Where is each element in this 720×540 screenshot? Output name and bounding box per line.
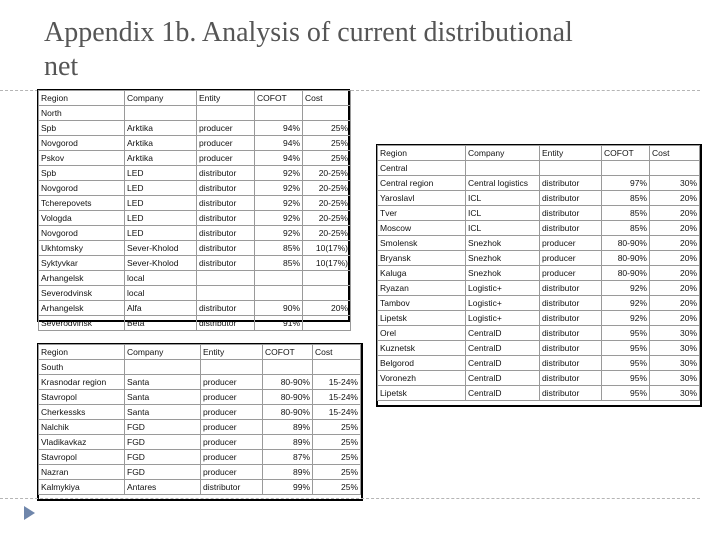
table-cell: Stavropol — [39, 450, 125, 465]
empty-cell — [650, 161, 700, 176]
table-row — [39, 181, 351, 196]
table-cell: distributor — [540, 296, 602, 311]
table-cell: 99% — [263, 480, 313, 495]
table-cell: Pskov — [39, 151, 125, 166]
table-cell: 20% — [650, 296, 700, 311]
table-cell: producer — [540, 266, 602, 281]
empty-cell — [125, 106, 197, 121]
table-row — [39, 211, 351, 226]
column-header: Company — [125, 91, 197, 106]
table-cell: Ukhtomsky — [39, 241, 125, 256]
table-cell: Alfa — [125, 301, 197, 316]
column-header: Entity — [201, 345, 263, 360]
north-region-table — [38, 90, 351, 331]
table-cell: 92% — [255, 211, 303, 226]
table-cell: 25% — [313, 450, 361, 465]
table-cell: 20-25% — [303, 166, 351, 181]
table-cell: 92% — [602, 311, 650, 326]
table-cell: 20% — [650, 191, 700, 206]
central-region-table — [377, 145, 700, 401]
section-label: Central — [378, 161, 466, 176]
empty-cell — [303, 106, 351, 121]
table-cell: LED — [125, 181, 197, 196]
table-cell: Krasnodar region — [39, 375, 125, 390]
table-cell: Snezhok — [466, 251, 540, 266]
table-cell: 92% — [255, 166, 303, 181]
table-cell: local — [125, 286, 197, 301]
table-cell: 92% — [255, 181, 303, 196]
table-cell: 25% — [313, 465, 361, 480]
empty-cell — [197, 106, 255, 121]
table-cell: distributor — [540, 191, 602, 206]
column-header: COFOT — [255, 91, 303, 106]
table-row — [378, 311, 700, 326]
table-cell: 95% — [602, 326, 650, 341]
table-row — [39, 241, 351, 256]
table-cell: ICL — [466, 221, 540, 236]
table-cell: ICL — [466, 191, 540, 206]
table-cell: 80-90% — [602, 251, 650, 266]
table-cell: 15-24% — [313, 375, 361, 390]
table-cell: 95% — [602, 341, 650, 356]
table-row — [39, 390, 361, 405]
table-cell: 25% — [303, 121, 351, 136]
column-header: Cost — [313, 345, 361, 360]
table-cell: producer — [201, 405, 263, 420]
table-row — [39, 450, 361, 465]
table-cell: distributor — [540, 371, 602, 386]
table-cell: Beta — [125, 316, 197, 331]
table-row — [39, 420, 361, 435]
table-cell: 85% — [602, 191, 650, 206]
table-cell: Arktika — [125, 121, 197, 136]
table-row — [378, 371, 700, 386]
table-cell: Logistic+ — [466, 281, 540, 296]
table-cell: Snezhok — [466, 236, 540, 251]
section-row — [39, 106, 351, 121]
table-cell: distributor — [540, 326, 602, 341]
table-cell — [255, 286, 303, 301]
table-cell: 92% — [602, 281, 650, 296]
table-cell: distributor — [197, 166, 255, 181]
table-cell: 85% — [255, 241, 303, 256]
table-cell: Lipetsk — [378, 311, 466, 326]
table-cell: distributor — [540, 206, 602, 221]
table-cell: 85% — [255, 256, 303, 271]
section-row — [378, 161, 700, 176]
table-cell: FGD — [125, 450, 201, 465]
column-header: Company — [466, 146, 540, 161]
table-cell: producer — [197, 121, 255, 136]
empty-cell — [201, 360, 263, 375]
table-cell: distributor — [197, 301, 255, 316]
table-cell: Novgorod — [39, 181, 125, 196]
table-cell: 10(17%) — [303, 256, 351, 271]
table-cell: 92% — [255, 226, 303, 241]
table-cell: Tver — [378, 206, 466, 221]
next-slide-arrow-icon[interactable] — [24, 506, 35, 520]
south-region-table — [38, 344, 361, 495]
table-row — [39, 465, 361, 480]
table-cell: Yaroslavl — [378, 191, 466, 206]
table-cell — [303, 316, 351, 331]
empty-cell — [313, 360, 361, 375]
empty-cell — [125, 360, 201, 375]
table-cell: producer — [197, 136, 255, 151]
table-cell: 20% — [650, 251, 700, 266]
column-header: Entity — [540, 146, 602, 161]
table-cell: 25% — [313, 435, 361, 450]
table-row — [39, 286, 351, 301]
table-cell — [303, 271, 351, 286]
table-cell: Stavropol — [39, 390, 125, 405]
table-cell: 20-25% — [303, 196, 351, 211]
table-cell: distributor — [197, 241, 255, 256]
table-cell: Moscow — [378, 221, 466, 236]
section-label: North — [39, 106, 125, 121]
table-cell: Vologda — [39, 211, 125, 226]
table-row — [39, 480, 361, 495]
section-label: South — [39, 360, 125, 375]
empty-cell — [602, 161, 650, 176]
table-cell: 30% — [650, 371, 700, 386]
table-cell: Kalmykiya — [39, 480, 125, 495]
table-cell: 92% — [255, 196, 303, 211]
table-cell: 87% — [263, 450, 313, 465]
column-header: COFOT — [602, 146, 650, 161]
table-cell: 92% — [602, 296, 650, 311]
table-cell: Snezhok — [466, 266, 540, 281]
table-cell — [197, 286, 255, 301]
column-header: Company — [125, 345, 201, 360]
table-cell: distributor — [540, 221, 602, 236]
table-cell: 95% — [602, 386, 650, 401]
column-header: Region — [39, 345, 125, 360]
table-header-row — [39, 91, 351, 106]
table-cell: LED — [125, 226, 197, 241]
table-cell: Severodvinsk — [39, 286, 125, 301]
table-cell: 25% — [313, 480, 361, 495]
table-cell: Sever-Kholod — [125, 256, 197, 271]
table-cell: Arktika — [125, 136, 197, 151]
table-cell: 80-90% — [263, 405, 313, 420]
table-row — [39, 405, 361, 420]
column-header: COFOT — [263, 345, 313, 360]
table-cell: Central region — [378, 176, 466, 191]
table-row — [378, 191, 700, 206]
table-cell: distributor — [197, 196, 255, 211]
table-cell: 95% — [602, 371, 650, 386]
table-cell: producer — [201, 420, 263, 435]
table-row — [378, 326, 700, 341]
table-cell: Nalchik — [39, 420, 125, 435]
table-cell: distributor — [197, 256, 255, 271]
table-row — [39, 136, 351, 151]
table-row — [39, 435, 361, 450]
table-row — [39, 316, 351, 331]
table-row — [378, 341, 700, 356]
column-header: Region — [378, 146, 466, 161]
table-cell: distributor — [197, 316, 255, 331]
table-cell: Spb — [39, 121, 125, 136]
table-row — [378, 221, 700, 236]
table-cell: CentralD — [466, 356, 540, 371]
table-cell: Bryansk — [378, 251, 466, 266]
table-cell: 30% — [650, 386, 700, 401]
table-cell: distributor — [540, 386, 602, 401]
table-row — [378, 266, 700, 281]
table-cell: producer — [197, 151, 255, 166]
table-row — [378, 206, 700, 221]
table-cell: 89% — [263, 465, 313, 480]
table-cell — [303, 286, 351, 301]
table-row — [39, 121, 351, 136]
table-cell: Antares — [125, 480, 201, 495]
table-cell: CentralD — [466, 341, 540, 356]
table-row — [39, 256, 351, 271]
column-header: Entity — [197, 91, 255, 106]
table-cell: local — [125, 271, 197, 286]
table-cell: 80-90% — [263, 390, 313, 405]
table-cell: distributor — [540, 356, 602, 371]
table-row — [39, 271, 351, 286]
table-cell: distributor — [197, 181, 255, 196]
table-cell: 30% — [650, 356, 700, 371]
table-cell: 20% — [650, 311, 700, 326]
table-cell: Ryazan — [378, 281, 466, 296]
table-cell: 95% — [602, 356, 650, 371]
table-cell: Nazran — [39, 465, 125, 480]
table-cell: 20% — [650, 266, 700, 281]
table-cell: FGD — [125, 420, 201, 435]
table-cell: CentralD — [466, 386, 540, 401]
table-cell: 20% — [650, 281, 700, 296]
table-cell: distributor — [197, 211, 255, 226]
table-cell: 20-25% — [303, 211, 351, 226]
table-cell: Novgorod — [39, 136, 125, 151]
table-header-row — [39, 345, 361, 360]
table-cell: producer — [201, 435, 263, 450]
table-cell: Belgorod — [378, 356, 466, 371]
table-cell: Kaluga — [378, 266, 466, 281]
table-cell: CentralD — [466, 371, 540, 386]
table-cell: Santa — [125, 405, 201, 420]
table-cell: Central logistics — [466, 176, 540, 191]
table-row — [378, 356, 700, 371]
table-cell: FGD — [125, 465, 201, 480]
table-row — [378, 176, 700, 191]
empty-cell — [263, 360, 313, 375]
empty-cell — [540, 161, 602, 176]
column-header: Cost — [303, 91, 351, 106]
table-cell: 30% — [650, 326, 700, 341]
table-row — [378, 296, 700, 311]
table-cell: FGD — [125, 435, 201, 450]
table-cell: 80-90% — [602, 266, 650, 281]
table-cell: 80-90% — [602, 236, 650, 251]
table-cell — [197, 271, 255, 286]
table-cell: producer — [201, 375, 263, 390]
table-row — [378, 251, 700, 266]
column-header: Region — [39, 91, 125, 106]
table-cell: 30% — [650, 176, 700, 191]
table-cell: producer — [201, 450, 263, 465]
table-cell: Smolensk — [378, 236, 466, 251]
table-cell: Severodvinsk — [39, 316, 125, 331]
table-cell: LED — [125, 166, 197, 181]
table-cell: producer — [540, 251, 602, 266]
section-row — [39, 360, 361, 375]
table-cell: Sever-Kholod — [125, 241, 197, 256]
table-cell: producer — [201, 465, 263, 480]
table-cell: distributor — [540, 311, 602, 326]
table-cell: 89% — [263, 420, 313, 435]
table-cell: 85% — [602, 206, 650, 221]
table-cell: distributor — [540, 176, 602, 191]
table-cell: 20% — [650, 206, 700, 221]
table-cell: 94% — [255, 151, 303, 166]
table-cell: 80-90% — [263, 375, 313, 390]
table-cell: 20% — [303, 301, 351, 316]
table-cell: Arktika — [125, 151, 197, 166]
table-cell: 15-24% — [313, 405, 361, 420]
table-cell: LED — [125, 196, 197, 211]
table-row — [39, 166, 351, 181]
table-row — [378, 236, 700, 251]
table-header-row — [378, 146, 700, 161]
table-cell: Kuznetsk — [378, 341, 466, 356]
table-cell: 20% — [650, 221, 700, 236]
table-cell: 91% — [255, 316, 303, 331]
table-cell: producer — [201, 390, 263, 405]
table-row — [39, 375, 361, 390]
table-cell: producer — [540, 236, 602, 251]
table-cell: Santa — [125, 375, 201, 390]
table-cell: Cherkessks — [39, 405, 125, 420]
table-row — [39, 151, 351, 166]
table-row — [378, 386, 700, 401]
column-header: Cost — [650, 146, 700, 161]
table-cell: Syktyvkar — [39, 256, 125, 271]
table-cell: 90% — [255, 301, 303, 316]
table-cell: 20% — [650, 236, 700, 251]
table-cell: 25% — [303, 151, 351, 166]
empty-cell — [466, 161, 540, 176]
table-cell: 10(17%) — [303, 241, 351, 256]
table-cell: distributor — [540, 341, 602, 356]
table-cell: 89% — [263, 435, 313, 450]
table-cell: Orel — [378, 326, 466, 341]
table-cell: Lipetsk — [378, 386, 466, 401]
table-cell: Tcherepovets — [39, 196, 125, 211]
table-cell: 94% — [255, 136, 303, 151]
table-cell: Vladikavkaz — [39, 435, 125, 450]
table-row — [39, 301, 351, 316]
table-row — [39, 226, 351, 241]
table-cell: Arhangelsk — [39, 301, 125, 316]
table-row — [378, 281, 700, 296]
table-cell: CentralD — [466, 326, 540, 341]
table-cell: 97% — [602, 176, 650, 191]
table-cell — [255, 271, 303, 286]
table-cell: Tambov — [378, 296, 466, 311]
table-cell: 30% — [650, 341, 700, 356]
table-row — [39, 196, 351, 211]
table-cell: 20-25% — [303, 181, 351, 196]
table-cell: 94% — [255, 121, 303, 136]
empty-cell — [255, 106, 303, 121]
table-cell: LED — [125, 211, 197, 226]
table-cell: 85% — [602, 221, 650, 236]
table-cell: 25% — [303, 136, 351, 151]
table-cell: distributor — [540, 281, 602, 296]
table-cell: Santa — [125, 390, 201, 405]
table-cell: Arhangelsk — [39, 271, 125, 286]
table-cell: Logistic+ — [466, 311, 540, 326]
bottom-divider — [0, 498, 700, 499]
table-cell: distributor — [201, 480, 263, 495]
table-cell: 25% — [313, 420, 361, 435]
table-cell: Spb — [39, 166, 125, 181]
table-cell: distributor — [197, 226, 255, 241]
slide-title: Appendix 1b. Analysis of current distributional net — [44, 17, 573, 82]
table-cell: 20-25% — [303, 226, 351, 241]
table-cell: 15-24% — [313, 390, 361, 405]
table-cell: Voronezh — [378, 371, 466, 386]
table-cell: ICL — [466, 206, 540, 221]
table-cell: Novgorod — [39, 226, 125, 241]
table-cell: Logistic+ — [466, 296, 540, 311]
